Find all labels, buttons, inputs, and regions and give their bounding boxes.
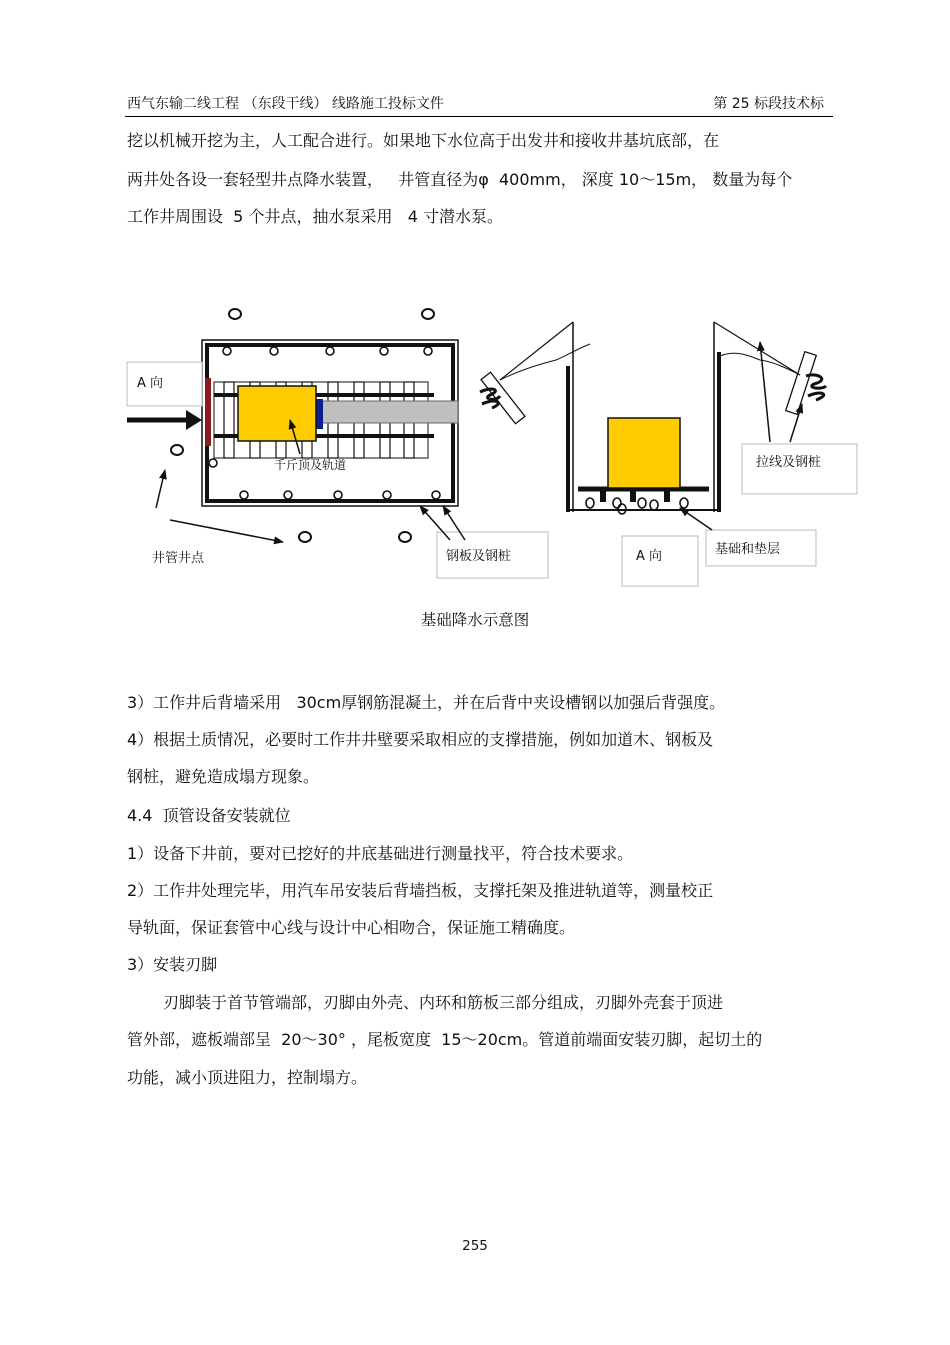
header-right: 第 25 标段技术标 bbox=[713, 96, 824, 112]
well-point bbox=[240, 491, 248, 499]
a-direction-label-left: A 向 bbox=[137, 376, 164, 391]
jack-section bbox=[608, 418, 680, 488]
back-wall bbox=[205, 378, 211, 446]
steel-sheet-pile-label: 钢板及钢桩 bbox=[446, 549, 512, 564]
a-direction-label-right: A 向 bbox=[636, 549, 663, 564]
text-line: 2）工作井处理完毕，用汽车吊安装后背墙挡板，支撑托架及推进轨道等，测量校正 bbox=[127, 881, 714, 900]
page-number: 255 bbox=[462, 1238, 488, 1254]
well-point-label: 井管井点 bbox=[152, 551, 205, 566]
text-line: 3）工作井后背墙采用 30cm厚钢筋混凝土，并在后背中夹设槽钢以加强后背强度。 bbox=[127, 693, 726, 712]
text-line: 工作井周围设 5 个井点，抽水泵采用 4 寸潜水泵。 bbox=[127, 207, 503, 226]
foundation-cushion-label: 基础和垫层 bbox=[715, 542, 781, 557]
well-point bbox=[399, 532, 411, 542]
dewatering-diagram bbox=[0, 300, 950, 600]
well-point bbox=[432, 491, 440, 499]
text-line: 1）设备下井前，要对已挖好的井底基础进行测量找平，符合技术要求。 bbox=[127, 844, 634, 863]
jack bbox=[238, 386, 316, 441]
well-point bbox=[424, 347, 432, 355]
jack-track-label: 千斤顶及轨道 bbox=[274, 458, 347, 472]
figure-caption: 基础降水示意图 bbox=[420, 611, 530, 629]
well-point bbox=[334, 491, 342, 499]
header-rule bbox=[125, 116, 833, 117]
well-point bbox=[422, 309, 434, 319]
well-point bbox=[209, 459, 217, 467]
well-point bbox=[270, 347, 278, 355]
stay-wire bbox=[500, 322, 573, 380]
well-point bbox=[299, 532, 311, 542]
well-point bbox=[284, 491, 292, 499]
well-point bbox=[326, 347, 334, 355]
text-line: 导轨面，保证套管中心线与设计中心相吻合，保证施工精确度。 bbox=[127, 918, 576, 937]
text-line: 刃脚装于首节管端部，刃脚由外壳、内环和筋板三部分组成，刃脚外壳套于顶进 bbox=[163, 993, 724, 1012]
well-point bbox=[171, 445, 183, 455]
well-point bbox=[383, 491, 391, 499]
well-point bbox=[223, 347, 231, 355]
text-line: 管外部，遮板端部呈 20～30° ，尾板宽度 15～20cm。管道前端面安装刃脚，起切土的 bbox=[127, 1030, 763, 1049]
header-left: 西气东输二线工程 （东段干线） 线路施工投标文件 bbox=[127, 96, 444, 112]
text-line: 3）安装刃脚 bbox=[127, 955, 218, 974]
text-line: 挖以机械开挖为主，人工配合进行。如果地下水位高于出发井和接收井基坑底部，在 bbox=[127, 131, 720, 150]
text-line: 两井处各设一套轻型井点降水装置， 井管直径为φ 400mm， 深度 10～15m， 数量为每个 bbox=[127, 170, 793, 189]
stay-wire-pile-label: 拉线及钢桩 bbox=[756, 455, 822, 470]
stay-wire bbox=[714, 322, 800, 375]
text-line: 功能，减小顶进阻力，控制塌方。 bbox=[127, 1068, 368, 1087]
section-heading: 4.4 顶管设备安装就位 bbox=[127, 806, 291, 825]
well-point bbox=[229, 309, 241, 319]
pipe bbox=[322, 401, 458, 423]
text-line: 钢桩，避免造成塌方现象。 bbox=[127, 767, 320, 786]
text-line: 4）根据土质情况，必要时工作井井壁要采取相应的支撑措施，例如加道木、钢板及 bbox=[127, 730, 714, 749]
well-point bbox=[380, 347, 388, 355]
